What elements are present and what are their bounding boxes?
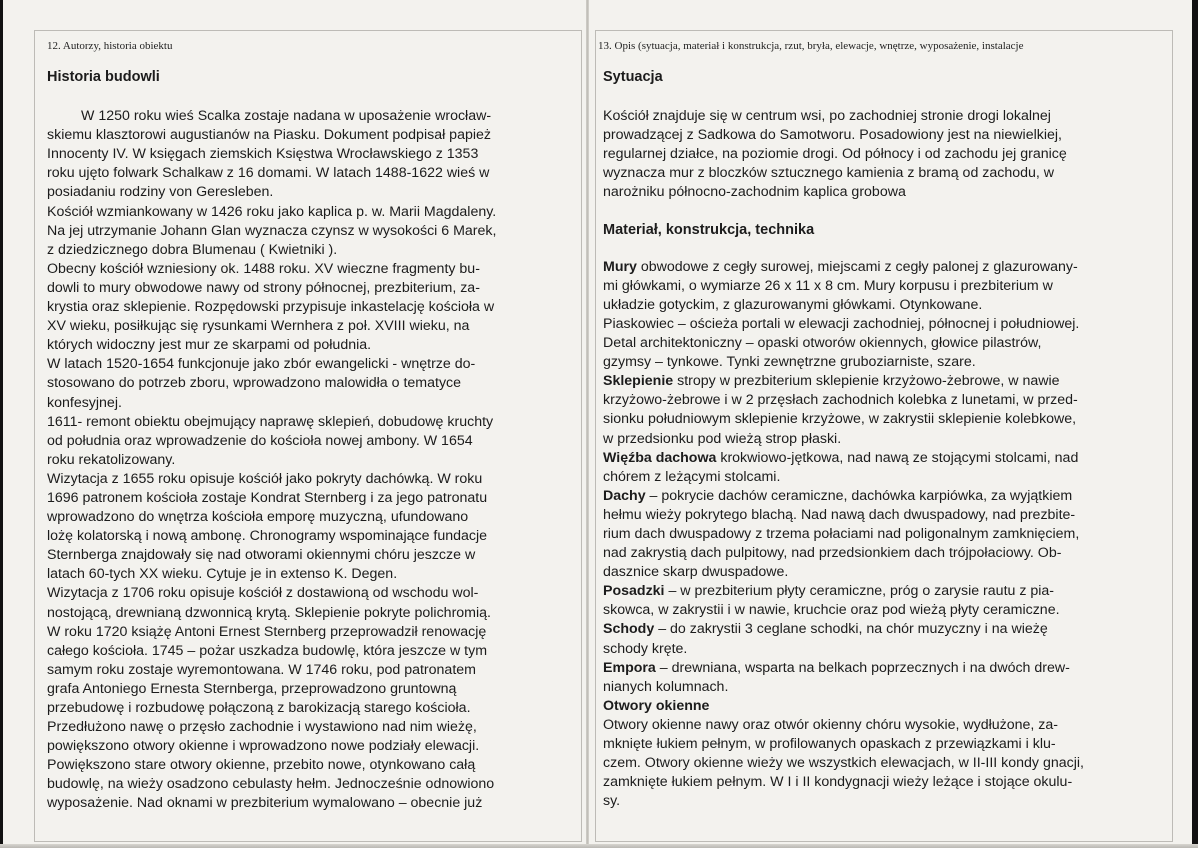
- history-paragraph: W latach 1520-1654 funkcjonuje jako zbór ewangelicki - wnętrze do- stosowano do potrzeb zboru, wprowadzono malowidła o tematyce konfesyjnej.: [47, 356, 476, 411]
- page-fold: [586, 0, 589, 848]
- item-term: Dachy: [603, 487, 646, 504]
- history-paragraph: 1611- remont obiektu obejmujący naprawę sklepień, dobudowę kruchty od południa oraz wprowadzenie do kościoła nowej ambony. W 1654 roku rekatolizowany.: [47, 413, 494, 468]
- history-paragraph: Wizytacja z 1655 roku opisuje kościół jako pokryty dachówką. W roku 1696 patronem kościoła zostaje Kondrat Sternberg i za jego patronatu wprowadzono do wnętrza kościoła emporę muzyczną, ufundowano lożę kolatorską i nową ambonę. Chronogramy wspominające fundacje Sternberga znajdowały się nad otworami okiennymi chóru jeszcze w latach 60-tych XX wieku. Cytuje je in extenso K. Degen.: [47, 470, 488, 583]
- left-page-header: 12. Autorzy, historia obiektu: [47, 40, 173, 52]
- item-text: – w prezbiterium płyty ceramiczne, próg o zarysie rautu z pia- skowca, w zakrystii i w nawie, kruchcie oraz pod wieżą płyty ceramiczne.: [603, 583, 1060, 619]
- left-page-content: [47, 68, 552, 814]
- item-term: Więźba dachowa: [603, 449, 717, 466]
- history-paragraph: Kościół wzmiankowany w 1426 roku jako kaplica p. w. Marii Magdaleny. Na jej utrzymanie Johann Glan wyznacza czynsz w wysokości 6 Marek, z dziedzicznego dobra Blumenau ( Kwietniki ).: [47, 203, 497, 258]
- scan-edge-bottom: [0, 844, 1198, 848]
- description-item: [603, 315, 1143, 372]
- item-text: Otwory okienne nawy oraz otwór okienny chóru wysokie, wydłużone, za- mknięte łukiem pełnym, w profilowanych opaskach z przewiązkami i klu- czem. Otwory okienne wieży we wszystkich elewacjach, w II-III kondy gnacji, zamknięte łukiem pełnym. W I i II kondygnacji wieży leżące i stojące okulu- sy.: [603, 716, 1084, 810]
- history-paragraph: Obecny kościół wzniesiony ok. 1488 roku. XV wieczne fragmenty bu- dowli to mury obwodowe nawy od strony północnej, prezbiterium, za- krystia oraz sklepienie. Rozpędowski przypisuje inkastelację kościoła w XV wieku, posiłkując się rysunkami Wernhera z poł. XVIII wieku, na których widoczny jest mur ze skarpami od południa.: [47, 260, 495, 354]
- description-item: [603, 372, 1143, 448]
- item-text: krokwiowo-jętkowa, nad nawą ze stojącymi stolcami, nad chórem z leżącymi stolcami.: [603, 449, 1079, 485]
- history-paragraph: Wizytacja z 1706 roku opisuje kościół z dostawioną od wschodu wol- nostojącą, drewnianą dzwonnicą krytą. Sklepienie pokryte polichromią.: [47, 585, 491, 621]
- item-text: obwodowe z cegły surowej, miejscami z cegły palonej z glazurowany- mi główkami, o wymiarze 26 x 11 x 8 cm. Mury korpusu i prezbiterium w układzie gotyckim, z glazurowanymi główkami. Otynkowane.: [603, 258, 1078, 313]
- description-item: [603, 487, 1143, 582]
- item-term: Schody: [603, 621, 655, 638]
- description-item: [603, 449, 1143, 487]
- item-text: stropy w prezbiterium sklepienie krzyżowo-żebrowe, w nawie krzyżowo-żebrowe i w 2 przęsłach zachodnich kolebka z lunetami, w przed- sionku południowym sklepienie krzyżowe, w zakrystii sklepienie kolebkowe, w przedsionku pod wieżą strop płaski.: [603, 373, 1078, 447]
- section-title-situation: Sytuacja: [603, 69, 663, 85]
- right-page-content: [603, 68, 1143, 811]
- item-term: Otwory okienne: [603, 697, 710, 714]
- description-item: [603, 620, 1143, 658]
- situation-paragraph: Kościół znajduje się w centrum wsi, po zachodniej stronie drogi lokalnej prowadzącej z Sadkowa do Samotworu. Posadowiony jest na niewielkiej, regularnej działce, na poziomie drogi. Od północy i od zachodu jej granicę wyznacza mur z bloczków sztucznego kamienia z bramą od zachodu, w narożniku północno-zachodnim kaplica grobowa: [603, 108, 1067, 201]
- scan-edge: [1192, 0, 1198, 848]
- description-item: [603, 697, 1143, 716]
- item-text: Piaskowiec – ościeża portali w elewacji zachodniej, północnej i południowej. Detal architektoniczny – opaski otworów okiennych, głowice pilastrów, gzymsy – tynkowe. Tynki zewnętrzne gruboziarniste, szare.: [603, 315, 1080, 371]
- section-title-history: Historia budowli: [47, 69, 160, 85]
- item-term: Empora: [603, 659, 656, 676]
- history-paragraph: W 1250 roku wieś Scalka zostaje nadana w uposażenie wrocław- skiemu klasztorowi augustianów na Piasku. Dokument podpisał papież Innocenty IV. W księgach ziemskich Księstwa Wrocławskiego z 1353 roku ujęto folwark Schalkaw z 16 domami. W latach 1488-1622 wieś w posiadaniu rodziny von Geresleben.: [47, 108, 492, 201]
- item-text: – pokrycie dachów ceramiczne, dachówka karpiówka, za wyjątkiem hełmu wieży pokrytego blachą. Nad nawą dach dwuspadowy, nad prezbite- rium dach dwuspadowy z trzema połaciami nad poligonalnym zamknięciem, nad zakrystią dach pulpitowy, nad przedsionkiem dach trójpołaciowy. Ob- dasznice skarp dwuspadowe.: [603, 487, 1080, 581]
- history-paragraph: W roku 1720 książę Antoni Ernest Sternberg przeprowadził renowację całego kościoła. 1745 – pożar uszkadza budowlę, która jeszcze w tym samym roku zostaje wyremontowana. W 1746 roku, pod patronatem grafa Antoniego Ernesta Sternberga, przeprowadzono gruntowną przebudowę i rozbudowę połączoną z barokizacją starego kościoła. Przedłużono nawę o przęsło zachodnie i wystawiono nad nim wieżę, powiększono otwory okienne i wprowadzono nowe podziały elewacji. Powiększono stare otwory okienne, przebito nowe, otynkowano całą budowlę, na wieży osadzono cebulasty hełm. Jednocześnie odnowiono wyposażenie. Nad oknami w prezbiterium wymalowano – obecnie już: [47, 623, 495, 812]
- item-text: – drewniana, wsparta na belkach poprzecznych i na dwóch drew- nianych kolumnach.: [603, 659, 1070, 695]
- description-item: [603, 582, 1143, 620]
- right-page-header: 13. Opis (sytuacja, materiał i konstrukcja, rzut, bryła, elewacje, wnętrze, wyposażenie, instalacje: [598, 40, 1024, 52]
- description-item: [603, 659, 1143, 697]
- section-title-material: Materiał, konstrukcja, technika: [603, 221, 815, 238]
- description-item: [603, 716, 1143, 811]
- item-term: Mury: [603, 258, 637, 275]
- item-term: Posadzki: [603, 583, 665, 600]
- item-term: Sklepienie: [603, 373, 674, 390]
- description-item: [603, 258, 1143, 315]
- item-text: – do zakrystii 3 ceglane schodki, na chór muzyczny i na wieżę schody kręte.: [603, 621, 1048, 657]
